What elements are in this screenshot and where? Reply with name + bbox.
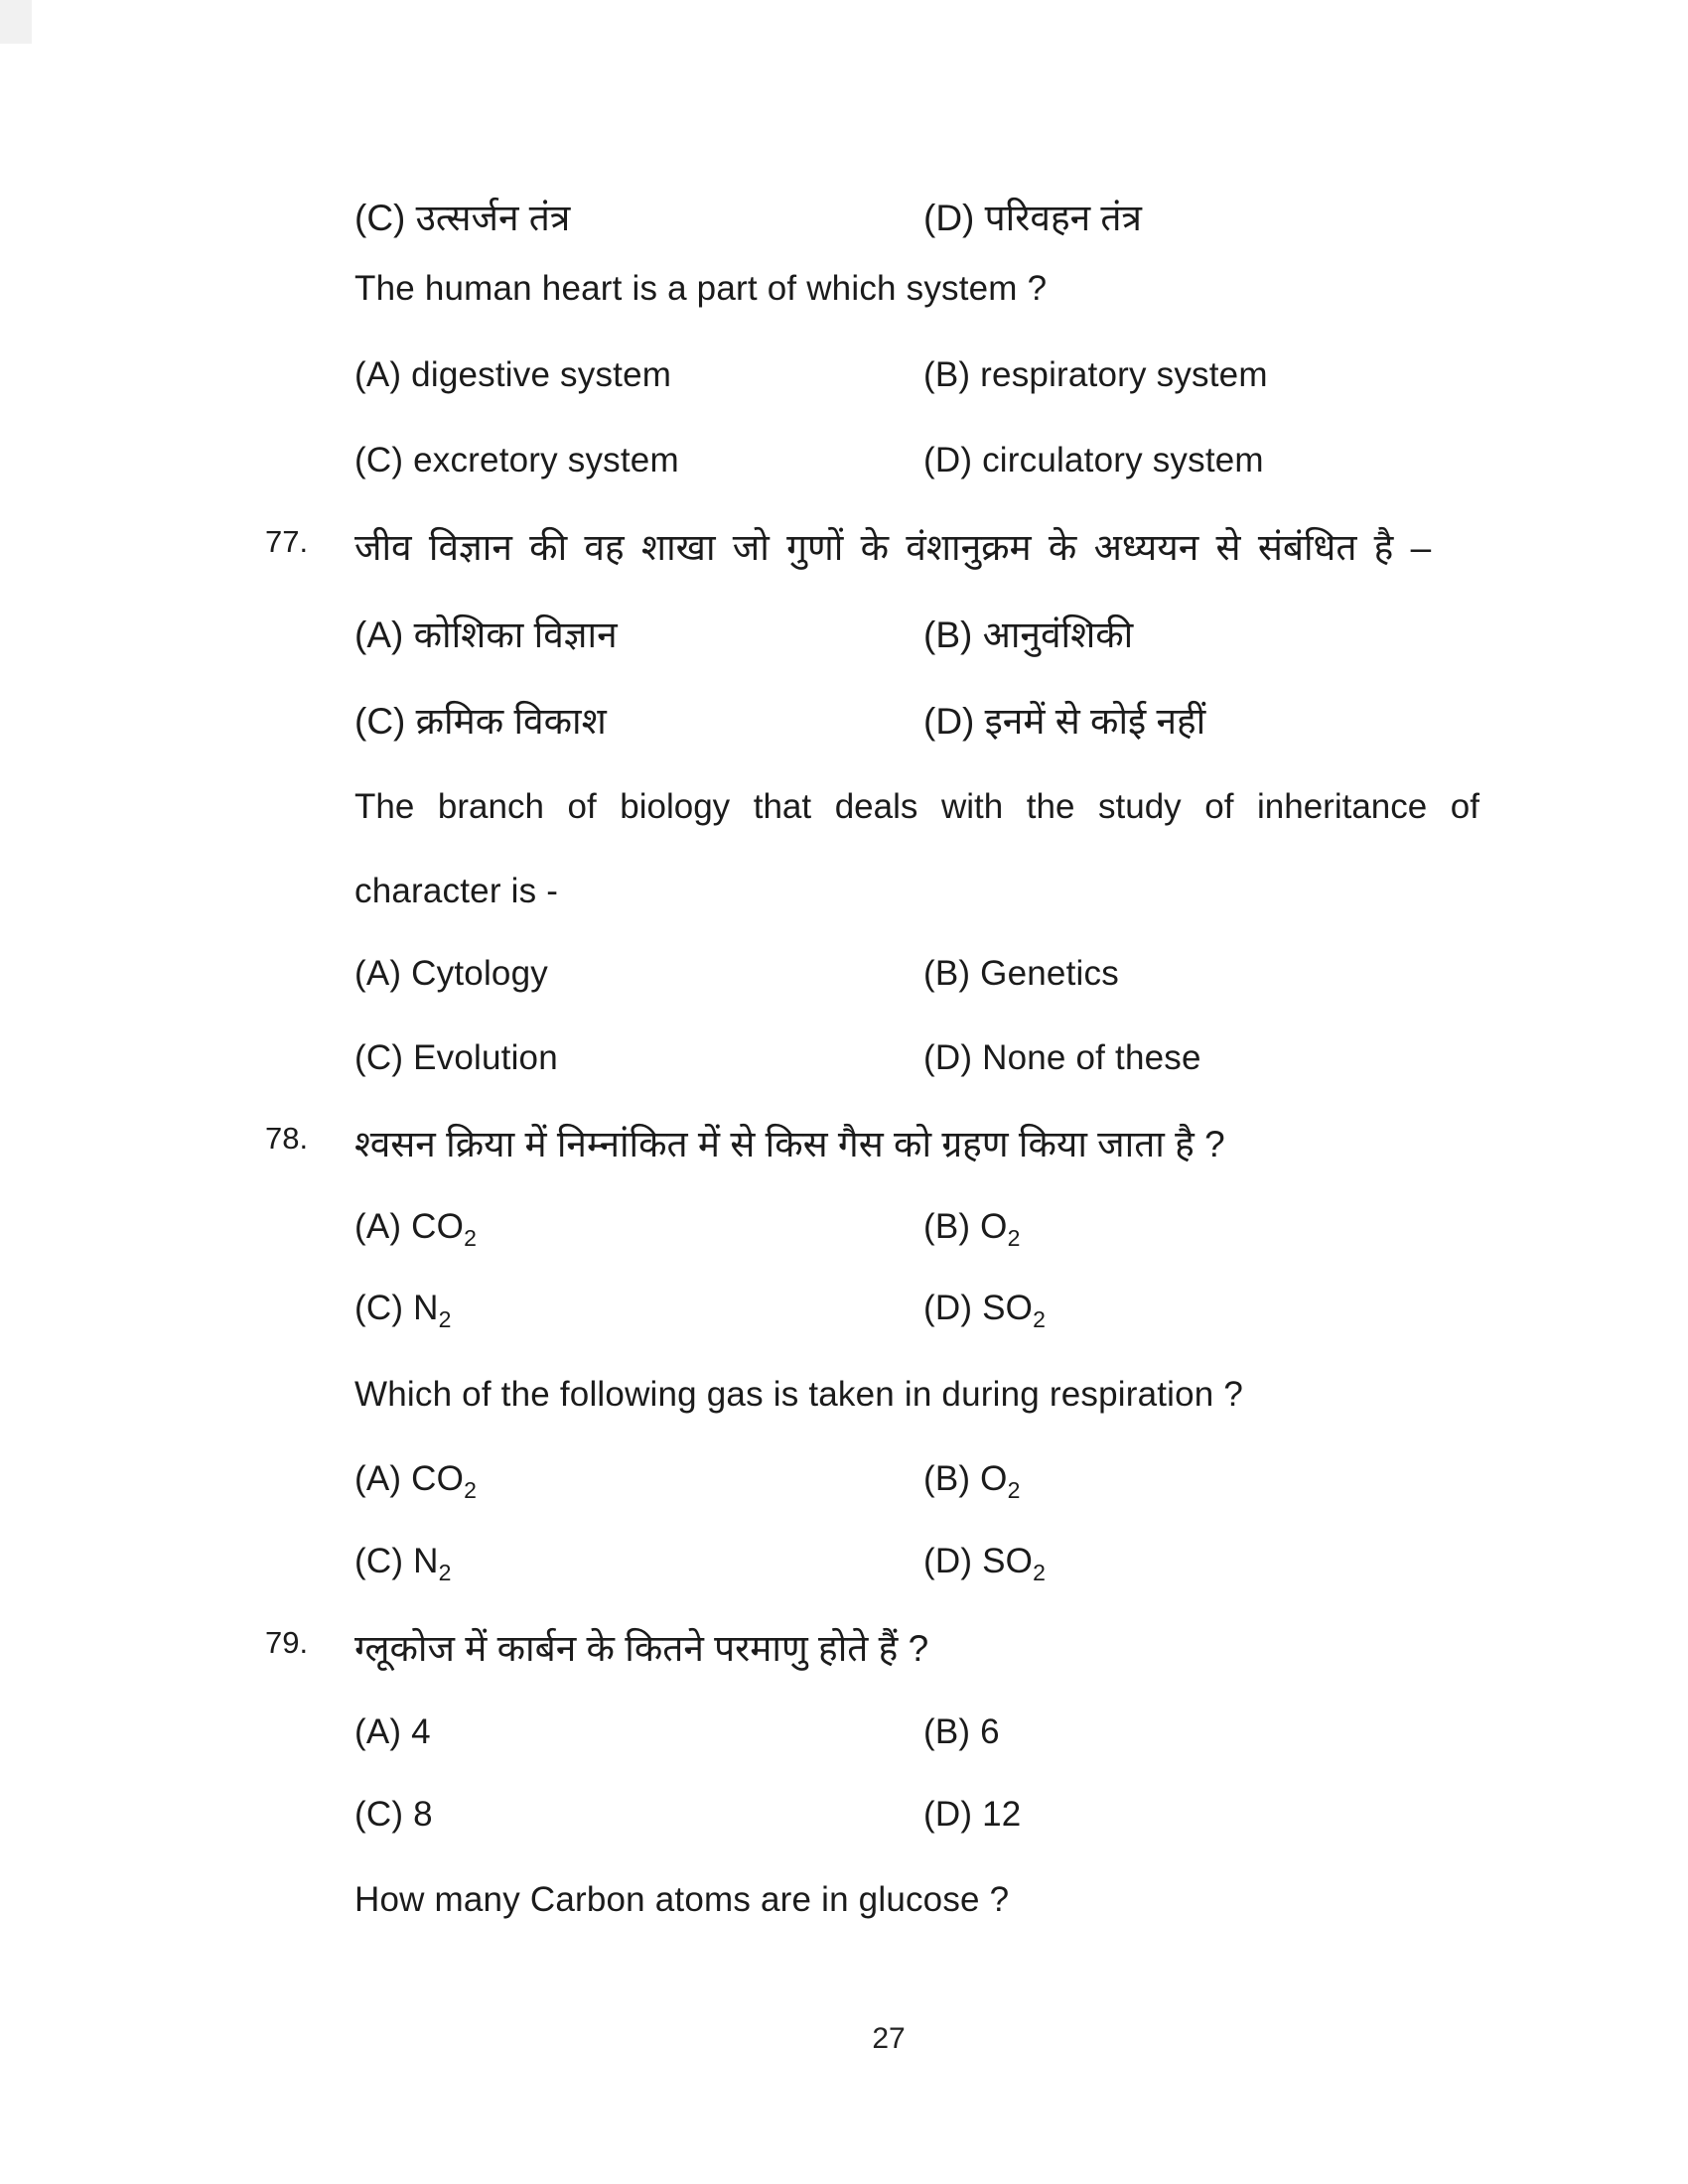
q79-options-cd: [0, 1795, 1688, 1854]
q79-english-question-row: [0, 1880, 1688, 1940]
q78-option-d-formula: (D) $SO_2$: [923, 1289, 1047, 1332]
q77-option-a-hindi: (A) कोशिका विज्ञान: [354, 614, 618, 655]
q77-hindi-options-cd: [0, 694, 1688, 753]
q76-option-c-english: (C) excretory system: [354, 441, 679, 479]
q77-option-c-english: (C) Evolution: [354, 1038, 558, 1077]
q78-option-b-formula: (B) $O_2$: [923, 1207, 1021, 1251]
q79-english-question: How many Carbon atoms are in glucose ?: [354, 1880, 1010, 1919]
q77-option-d-english: (D) None of these: [923, 1038, 1201, 1077]
q78-hindi-options-ab: [0, 1207, 1688, 1267]
q76-english-question-row: [0, 269, 1688, 329]
q78-english-options-cd: [0, 1542, 1688, 1601]
q77-number: 77.: [265, 524, 309, 559]
q76-option-d-english: (D) circulatory system: [923, 441, 1264, 479]
q79-hindi-question: ग्लूकोज में कार्बन के कितने परमाणु होते हैं ?: [354, 1628, 929, 1669]
q76-option-c-hindi: (C) उत्सर्जन तंत्र: [354, 198, 571, 238]
q77-option-d-hindi: (D) इनमें से कोई नहीं: [923, 701, 1206, 742]
subscript: 2: [438, 1306, 452, 1332]
q77-english-question-line2: character is -: [354, 872, 559, 910]
q78-option-b-formula-english: (B) $O_2$: [923, 1459, 1021, 1503]
q77-english-question-line1: The branch of biology that deals with the study of inheritance of: [354, 787, 1479, 826]
question-77-hindi-row: [0, 520, 1688, 580]
q79-option-c: (C) 8: [354, 1795, 433, 1834]
q79-options-ab: [0, 1712, 1688, 1772]
q78-option-c-formula: (C) $N_2$: [354, 1289, 452, 1332]
q77-english-options-ab: [0, 954, 1688, 1014]
q78-english-question: Which of the following gas is taken in during respiration ?: [354, 1375, 1244, 1414]
subscript: 2: [1033, 1560, 1047, 1585]
q76-option-a-english: (A) digestive system: [354, 355, 672, 394]
q79-option-a: (A) 4: [354, 1712, 431, 1751]
q78-english-options-ab: [0, 1459, 1688, 1519]
q76-english-options-ab: [0, 355, 1688, 415]
q78-option-c-formula-english: (C) $N_2$: [354, 1542, 452, 1585]
question-78-hindi-row: [0, 1117, 1688, 1176]
q78-english-question-row: [0, 1375, 1688, 1434]
subscript: 2: [1033, 1306, 1047, 1332]
q79-number: 79.: [265, 1625, 309, 1660]
q77-hindi-question: जीव विज्ञान की वह शाखा जो गुणों के वंशानुक्रम के अध्ययन से संबंधित है –: [354, 527, 1432, 568]
subscript: 2: [464, 1477, 478, 1503]
subscript: 2: [1007, 1225, 1021, 1251]
q78-option-a-formula-english: (A) $CO_2$: [354, 1459, 478, 1503]
q78-number: 78.: [265, 1121, 309, 1156]
subscript: 2: [464, 1225, 478, 1251]
q78-option-d-formula-english: (D) $SO_2$: [923, 1542, 1047, 1585]
subscript: 2: [438, 1560, 452, 1585]
q76-option-b-english: (B) respiratory system: [923, 355, 1268, 394]
page-number: 27: [872, 2022, 906, 2055]
q76-english-options-cd: [0, 441, 1688, 500]
q76-hindi-options-cd: [0, 191, 1688, 250]
q77-hindi-options-ab: [0, 608, 1688, 667]
q77-option-b-english: (B) Genetics: [923, 954, 1119, 993]
q76-option-d-hindi: (D) परिवहन तंत्र: [923, 198, 1142, 238]
q77-option-c-hindi: (C) क्रमिक विकाश: [354, 701, 607, 742]
q77-english-question-line1-row: [0, 787, 1688, 847]
scan-artifact: [0, 0, 32, 44]
q77-english-question-line2-row: [0, 872, 1688, 931]
q78-hindi-options-cd: [0, 1289, 1688, 1348]
q79-option-d: (D) 12: [923, 1795, 1022, 1834]
q78-option-a-formula: (A) $CO_2$: [354, 1207, 478, 1251]
subscript: 2: [1007, 1477, 1021, 1503]
question-79-hindi-row: [0, 1621, 1688, 1681]
q76-english-question: The human heart is a part of which system ?: [354, 269, 1048, 308]
q77-option-b-hindi: (B) आनुवंशिकी: [923, 614, 1134, 655]
q78-hindi-question: श्वसन क्रिया में निम्नांकित में से किस गैस को ग्रहण किया जाता है ?: [354, 1124, 1225, 1164]
q77-english-options-cd: [0, 1038, 1688, 1098]
q79-option-b: (B) 6: [923, 1712, 1000, 1751]
q77-option-a-english: (A) Cytology: [354, 954, 548, 993]
